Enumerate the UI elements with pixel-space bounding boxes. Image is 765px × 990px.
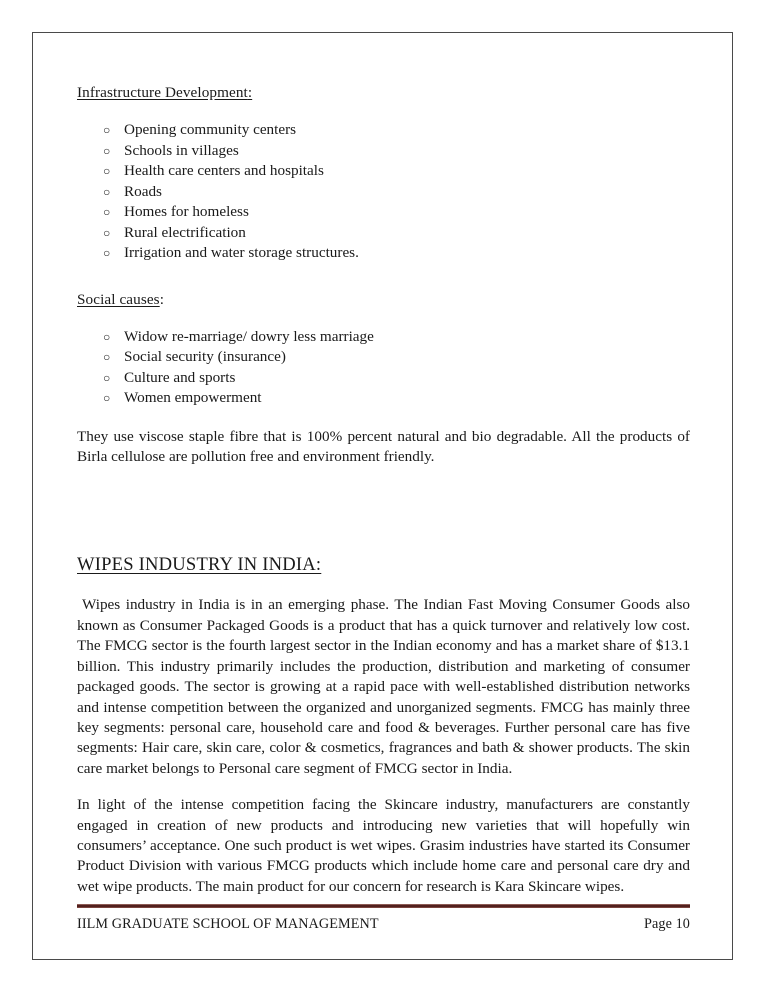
footer-page-number: Page 10 bbox=[643, 916, 690, 932]
wipes-industry-heading bbox=[77, 553, 690, 577]
footer-row bbox=[77, 915, 690, 933]
infrastructure-heading bbox=[77, 83, 690, 102]
circle-bullet-icon: ○ bbox=[103, 329, 111, 344]
spacer bbox=[77, 108, 690, 120]
circle-bullet-icon: ○ bbox=[103, 391, 111, 405]
list-item bbox=[77, 141, 690, 161]
footer-divider-rule bbox=[77, 904, 690, 908]
infrastructure-heading-text: Infrastructure Development bbox=[77, 84, 248, 101]
circle-bullet-icon: ○ bbox=[103, 370, 111, 385]
list-item-label: Homes for homeless bbox=[124, 203, 249, 220]
circle-bullet-icon: ○ bbox=[103, 164, 111, 178]
infrastructure-heading-colon: : bbox=[247, 84, 253, 101]
spacer bbox=[77, 779, 690, 795]
list-item-label: Rural electrification bbox=[124, 223, 246, 241]
list-item-label: Women empowerment bbox=[124, 389, 262, 406]
circle-bullet-icon: ○ bbox=[103, 184, 111, 199]
social-causes-heading bbox=[77, 290, 690, 309]
social-causes-list bbox=[77, 327, 690, 409]
list-item-label: Opening community centers bbox=[124, 121, 297, 138]
wipes-industry-paragraph-2: In light of the intense competition facing the Skincare industry, manufacturers are constantly engaged in creation of new products and introducing new varieties that will hopefully win consumers’ acceptance. One such product is wet wipes. Grasim industries have started its Consumer Product Division with various FMCG products which include home care and personal care dry and wet wipe products. The main product for our concern for research is Kara Skincare wipes. bbox=[77, 796, 690, 895]
list-item bbox=[77, 223, 690, 243]
spacer bbox=[77, 264, 690, 290]
infrastructure-list bbox=[77, 120, 690, 263]
page-border-frame bbox=[32, 32, 733, 960]
circle-bullet-icon: ○ bbox=[103, 205, 111, 219]
list-item bbox=[77, 202, 690, 222]
circle-bullet-icon: ○ bbox=[103, 143, 111, 158]
spacer bbox=[77, 315, 690, 327]
circle-bullet-icon: ○ bbox=[103, 350, 111, 364]
circle-bullet-icon: ○ bbox=[103, 225, 111, 240]
list-item bbox=[77, 243, 690, 263]
social-causes-heading-text: Social causes bbox=[77, 290, 160, 308]
list-item-label: Health care centers and hospitals bbox=[124, 162, 324, 179]
circle-bullet-icon: ○ bbox=[103, 123, 111, 137]
list-item bbox=[77, 347, 690, 367]
wipes-industry-heading-text: WIPES INDUSTRY IN INDIA: bbox=[77, 554, 322, 576]
list-item bbox=[77, 327, 690, 347]
spacer bbox=[77, 409, 690, 427]
list-item bbox=[77, 161, 690, 181]
list-item bbox=[77, 388, 690, 408]
footer-organization-label: IILM GRADUATE SCHOOL OF MANAGEMENT bbox=[77, 916, 379, 932]
list-item bbox=[77, 120, 690, 140]
list-item-label: Schools in villages bbox=[124, 141, 239, 159]
list-item-label: Roads bbox=[124, 182, 162, 200]
wipes-industry-paragraph-1: Wipes industry in India is in an emerging phase. The Indian Fast Moving Consumer Goods also known as Consumer Packaged Goods is a product that has a quick turnover and relatively low cost. The FMCG sector is the fourth largest sector in the Indian economy and has a market share of $13.1 billion. This industry primarily includes the production, distribution and marketing of consumer packaged goods. The sector is growing at a rapid pace with well-established distribution networks and intense competition between the organized and unorganized segments. FMCG has mainly three key segments: personal care, household care and food & beverages. Further personal care has five segments: Hair care, skin care, color & cosmetics, fragrances and bath & shower products. The skin care market belongs to Personal care segment of FMCG sector in India. bbox=[77, 596, 690, 777]
spacer bbox=[77, 577, 690, 595]
circle-bullet-icon: ○ bbox=[103, 246, 111, 260]
list-item-label: Culture and sports bbox=[124, 368, 236, 386]
spacer-large bbox=[77, 467, 690, 553]
social-causes-heading-colon: : bbox=[159, 290, 165, 308]
page-content-area bbox=[77, 83, 690, 911]
list-item bbox=[77, 368, 690, 388]
list-item-label: Social security (insurance) bbox=[124, 348, 286, 365]
list-item bbox=[77, 182, 690, 202]
viscose-note-paragraph: They use viscose staple fibre that is 100% percent natural and bio degradable. All the products of Birla cellulose are pollution free and environment friendly. bbox=[77, 427, 690, 465]
list-item-label: Widow re-marriage/ dowry less marriage bbox=[124, 327, 374, 345]
list-item-label: Irrigation and water storage structures. bbox=[124, 244, 359, 261]
page-footer bbox=[77, 904, 690, 933]
